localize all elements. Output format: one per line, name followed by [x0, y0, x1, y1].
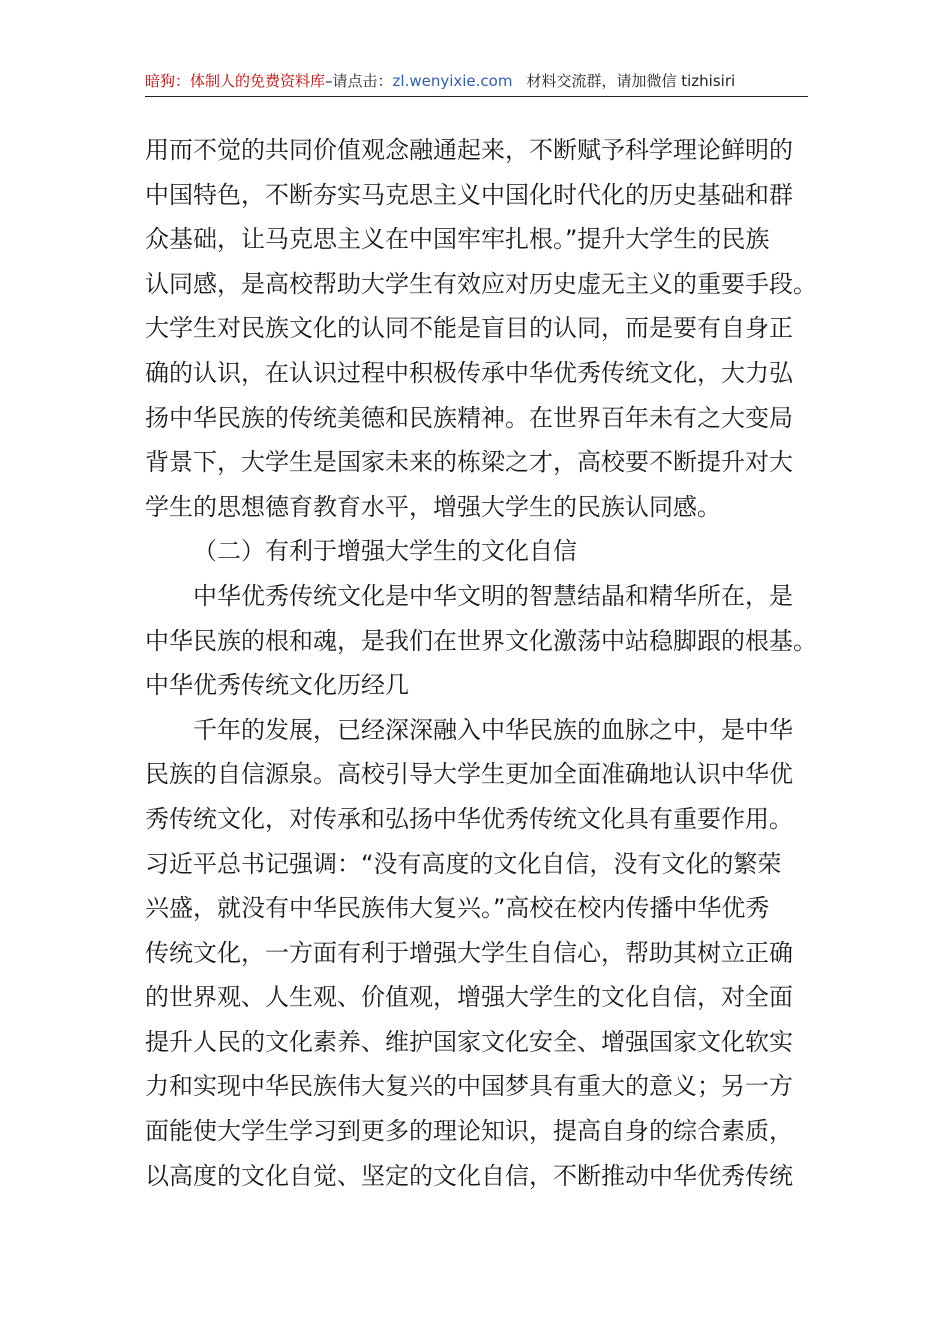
text-line: 认同感，是高校帮助大学生有效应对历史虚无主义的重要手段。 [145, 269, 817, 298]
text-line: 提升人民的文化素养、维护国家文化安全、增强国家文化软实 [145, 1027, 793, 1056]
text-line: 中华优秀传统文化历经几 [145, 671, 409, 700]
text-line: 中国特色，不断夯实马克思主义中国化时代化的历史基础和群 [145, 180, 793, 209]
text-line: 力和实现中华民族伟大复兴的中国梦具有重大的意义；另一方 [145, 1072, 793, 1101]
text-line: 秀传统文化，对传承和弘扬中华优秀传统文化具有重要作用。 [145, 804, 793, 833]
header-brand: 暗狗：体制人的免费资料库 [145, 72, 326, 90]
text-line: 的世界观、人生观、价值观，增强大学生的文化自信，对全面 [145, 983, 793, 1012]
document-body [145, 128, 817, 1198]
page-header [145, 66, 808, 97]
text-line: 确的认识，在认识过程中积极传承中华优秀传统文化，大力弘 [145, 358, 793, 387]
text-line: 以高度的文化自觉、坚定的文化自信，不断推动中华优秀传统 [145, 1161, 793, 1190]
section-heading: （二）有利于增强大学生的文化自信 [193, 537, 577, 566]
text-line: 中华优秀传统文化是中华文明的智慧结晶和精华所在，是 [193, 581, 793, 610]
text-line: 民族的自信源泉。高校引导大学生更加全面准确地认识中华优 [145, 760, 793, 789]
text-line: 背景下，大学生是国家未来的栋梁之才，高校要不断提升对大 [145, 448, 793, 477]
text-line: 众基础，让马克思主义在中国牢牢扎根。”提升大学生的民族 [145, 225, 770, 254]
text-line: 学生的思想德育教育水平，增强大学生的民族认同感。 [145, 492, 721, 521]
text-line: 中华民族的根和魂，是我们在世界文化激荡中站稳脚跟的根基。 [145, 626, 817, 655]
header-click-prompt: –请点击： [325, 72, 393, 90]
header-site-link[interactable]: zl.wenyixie.com [392, 72, 513, 90]
text-line: 千年的发展，已经深深融入中华民族的血脉之中，是中华 [193, 715, 793, 744]
text-line: 兴盛，就没有中华民族伟大复兴。”高校在校内传播中华优秀 [145, 894, 770, 923]
text-line: 用而不觉的共同价值观念融通起来，不断赋予科学理论鲜明的 [145, 136, 793, 164]
header-wechat-note: 材料交流群，请加微信 tizhisiri [526, 72, 736, 90]
text-line: 大学生对民族文化的认同不能是盲目的认同，而是要有自身正 [145, 314, 793, 343]
text-line: 传统文化，一方面有利于增强大学生自信心，帮助其树立正确 [145, 938, 793, 967]
text-line: 扬中华民族的传统美德和民族精神。在世界百年未有之大变局 [145, 403, 793, 432]
text-line: 习近平总书记强调：“没有高度的文化自信，没有文化的繁荣 [145, 849, 782, 878]
text-line: 面能使大学生学习到更多的理论知识，提高自身的综合素质， [145, 1117, 793, 1146]
